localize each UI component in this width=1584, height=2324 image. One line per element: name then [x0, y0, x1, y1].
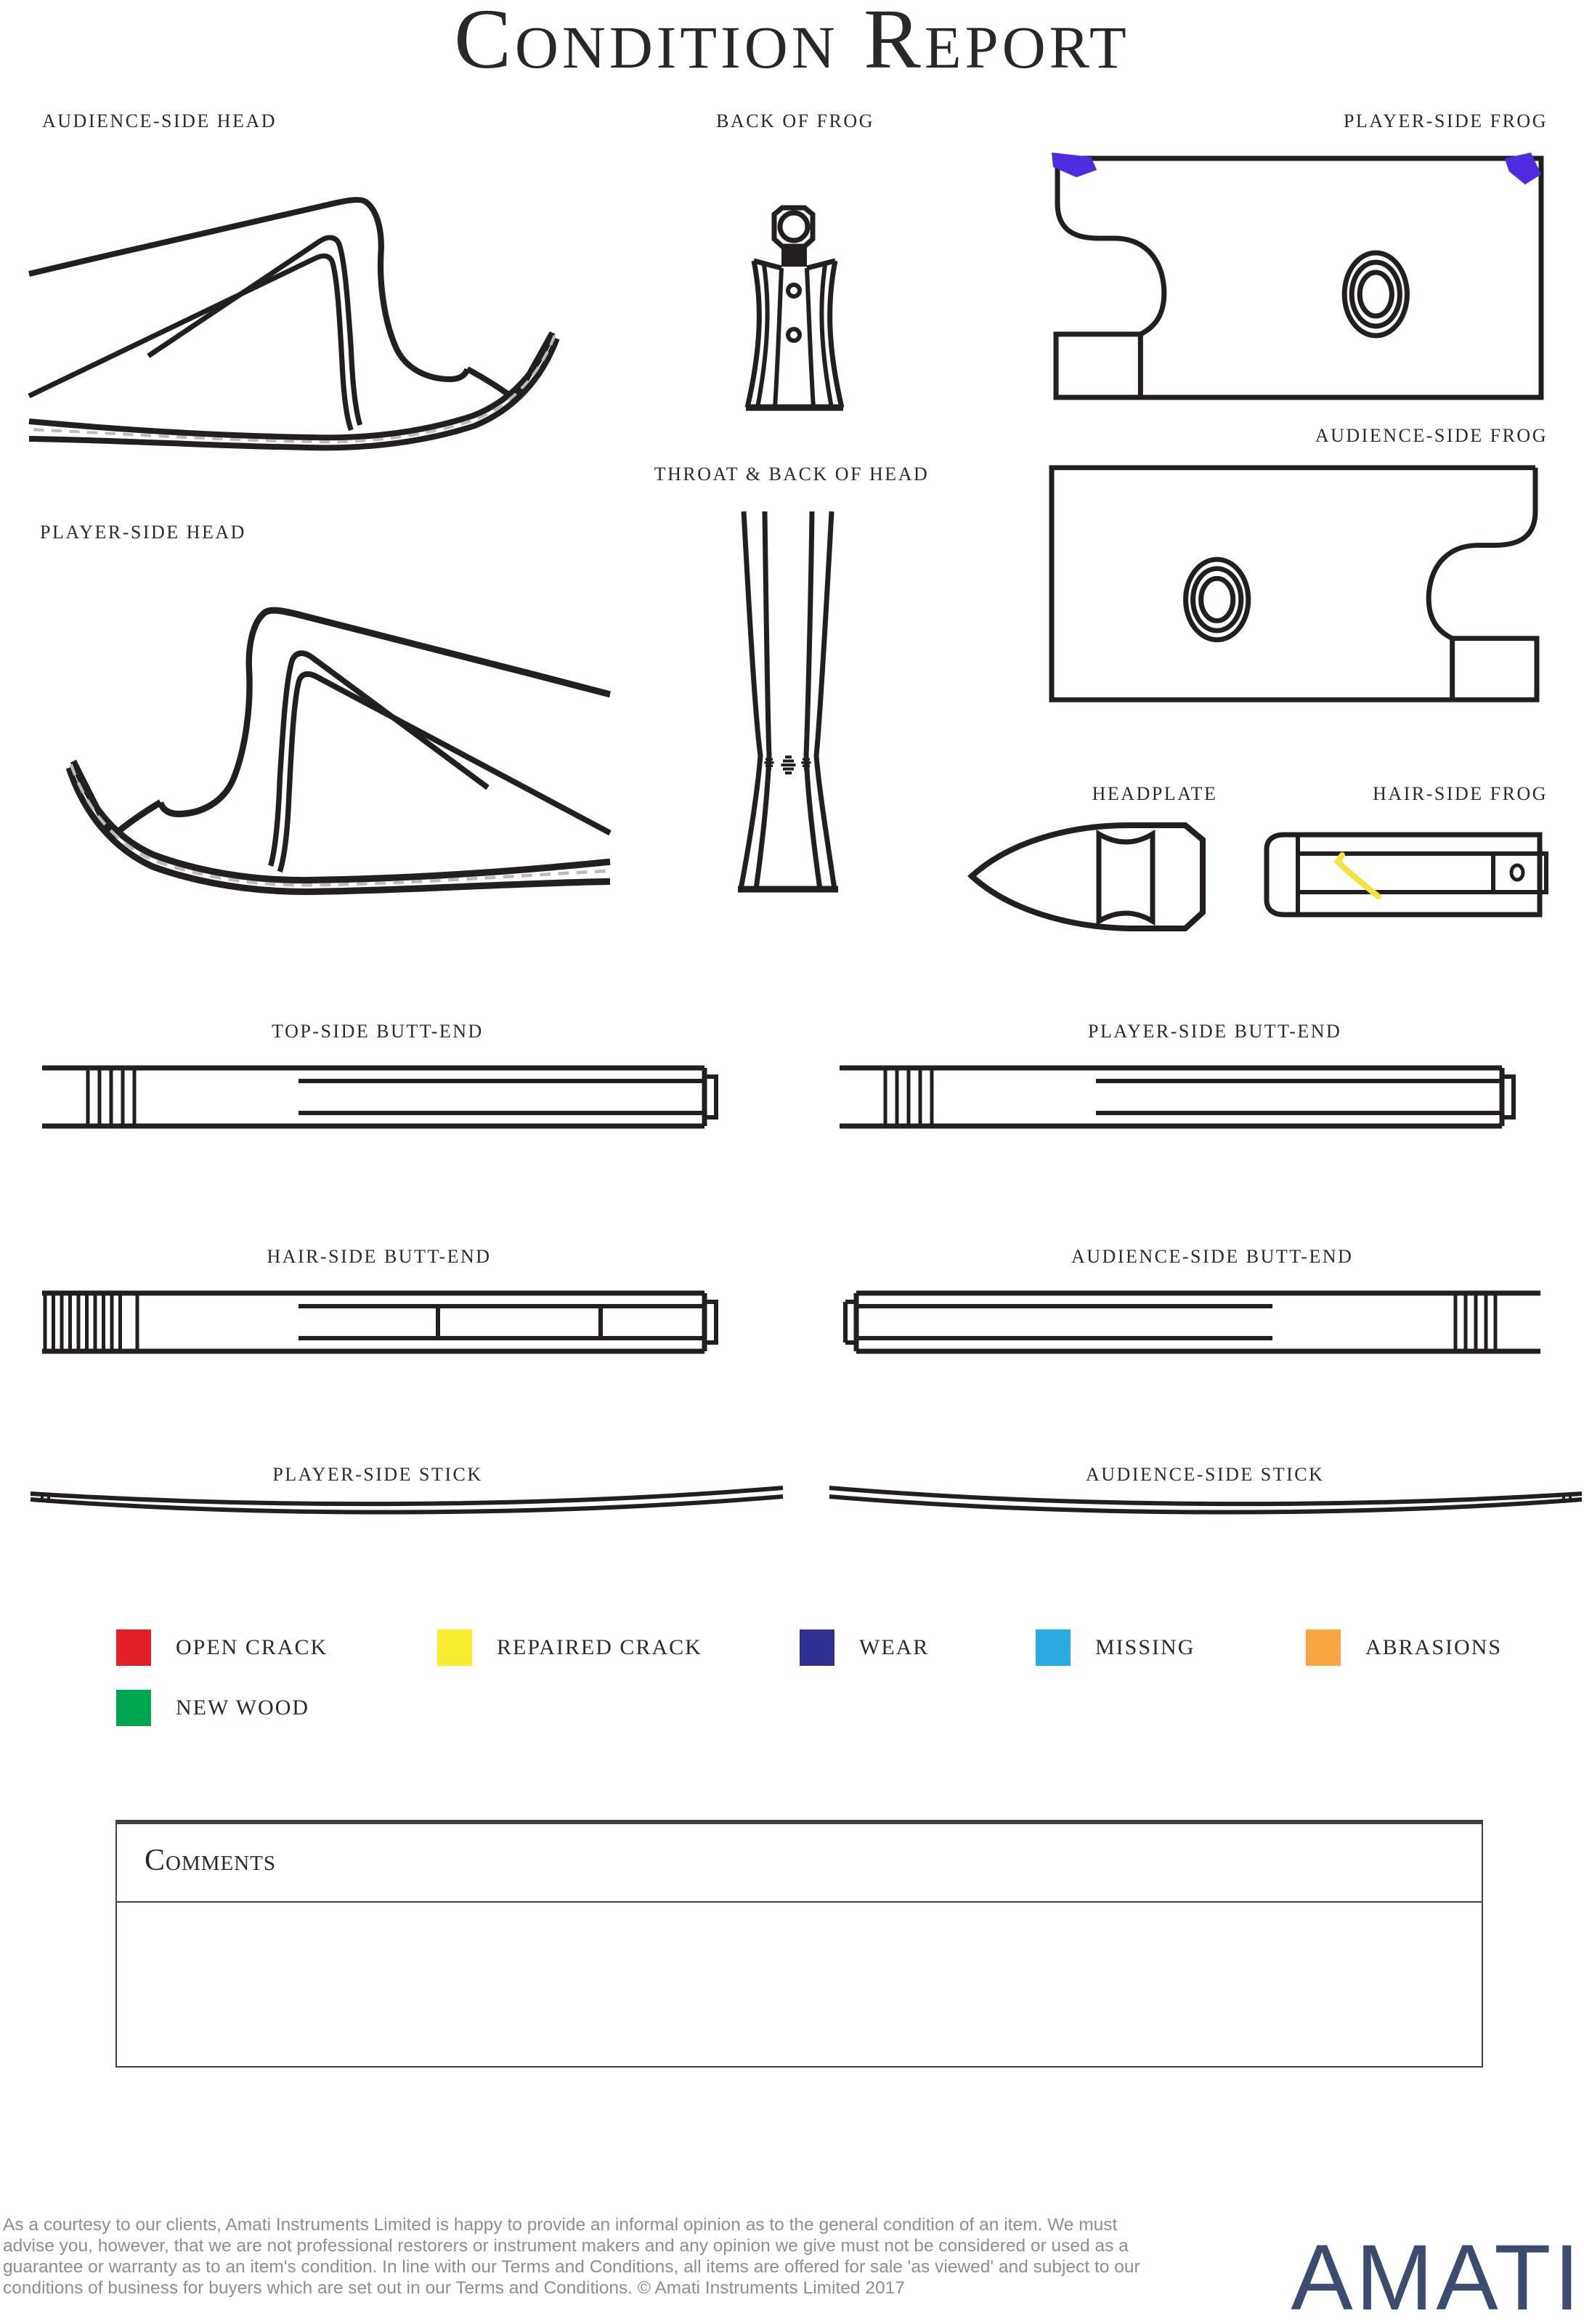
legend-item-open-crack	[116, 1629, 328, 1666]
label-throat-back-of-head: THROAT & BACK OF HEAD	[654, 463, 930, 485]
label-headplate: HEADPLATE	[1092, 783, 1218, 804]
comments-box	[115, 1820, 1483, 2068]
winding-ticks	[1455, 1293, 1495, 1351]
legend-label: NEW WOOD	[176, 1696, 310, 1720]
legend-label: MISSING	[1095, 1635, 1195, 1659]
audience-side-head-drawing	[29, 145, 596, 469]
amati-logo: AMATI	[1291, 2226, 1583, 2324]
comments-title: Comments	[145, 1844, 277, 1877]
label-audience-side-head: AUDIENCE-SIDE HEAD	[42, 110, 277, 131]
top-side-butt-end-drawing	[42, 1061, 743, 1133]
wear-swatch	[800, 1629, 834, 1666]
audience-side-stick-drawing	[828, 1486, 1583, 1520]
disclaimer-text: As a courtesy to our clients, Amati Instruments Limited is happy to provide an informal opinion as to the general condition of an item. We must advise you, however, that we are not professional restorers or instrument makers and any opinion we give must not be considered or used as a guarantee or warranty as to an item's condition. In line with our Terms and Conditions, all items are offered for sale 'as viewed' and subject to our conditions of business for buyers which are set out in our Terms and Conditions. © Amati Instruments Limited 2017	[3, 2215, 1140, 2298]
audience-side-frog-drawing	[1046, 462, 1541, 705]
label-player-side-frog: PLAYER-SIDE FROG	[1343, 110, 1548, 131]
comments-input-area[interactable]	[117, 1904, 1482, 2064]
label-player-side-stick: PLAYER-SIDE STICK	[272, 1464, 483, 1485]
legend-item-wear	[800, 1629, 929, 1666]
back-of-frog-drawing	[730, 185, 857, 414]
label-player-side-head: PLAYER-SIDE HEAD	[40, 522, 246, 543]
player-side-stick-drawing	[29, 1486, 784, 1520]
repaired-crack-swatch	[437, 1629, 472, 1666]
abrasions-swatch	[1306, 1629, 1341, 1666]
missing-swatch	[1036, 1629, 1071, 1666]
winding-ticks	[885, 1068, 932, 1126]
audience-side-butt-end-drawing	[840, 1286, 1540, 1359]
label-audience-side-frog: AUDIENCE-SIDE FROG	[1315, 425, 1548, 446]
label-hair-side-butt-end: HAIR-SIDE BUTT-END	[267, 1246, 492, 1267]
label-hair-side-frog: HAIR-SIDE FROG	[1373, 783, 1548, 804]
legend-item-repaired-crack	[437, 1629, 702, 1666]
player-side-head-drawing	[29, 548, 610, 915]
legend-label: ABRASIONS	[1365, 1635, 1503, 1659]
label-back-of-frog: BACK OF FROG	[716, 110, 874, 131]
throat-back-of-head-drawing	[728, 509, 857, 894]
legend-item-missing	[1036, 1629, 1195, 1666]
label-audience-side-stick: AUDIENCE-SIDE STICK	[1086, 1464, 1325, 1485]
label-audience-side-butt-end: AUDIENCE-SIDE BUTT-END	[1071, 1246, 1354, 1267]
open-crack-swatch	[116, 1629, 151, 1666]
legend-label: WEAR	[859, 1635, 930, 1659]
hair-side-butt-end-drawing	[42, 1286, 743, 1359]
page-title: Condition Report	[454, 0, 1130, 86]
legend-label: REPAIRED CRACK	[497, 1635, 702, 1659]
hair-side-frog-drawing	[1255, 831, 1547, 918]
winding-ticks	[88, 1068, 134, 1126]
legend-item-abrasions	[1306, 1629, 1502, 1666]
new-wood-swatch	[116, 1690, 151, 1726]
headplate-drawing	[970, 818, 1210, 934]
winding-ticks	[45, 1293, 137, 1351]
player-side-frog-drawing	[1052, 153, 1547, 403]
legend-label: OPEN CRACK	[176, 1635, 328, 1659]
player-side-butt-end-drawing	[840, 1061, 1540, 1133]
label-player-side-butt-end: PLAYER-SIDE BUTT-END	[1088, 1021, 1342, 1042]
label-top-side-butt-end: TOP-SIDE BUTT-END	[272, 1021, 484, 1042]
legend-item-new-wood	[116, 1690, 309, 1726]
comments-header	[117, 1824, 1482, 1903]
